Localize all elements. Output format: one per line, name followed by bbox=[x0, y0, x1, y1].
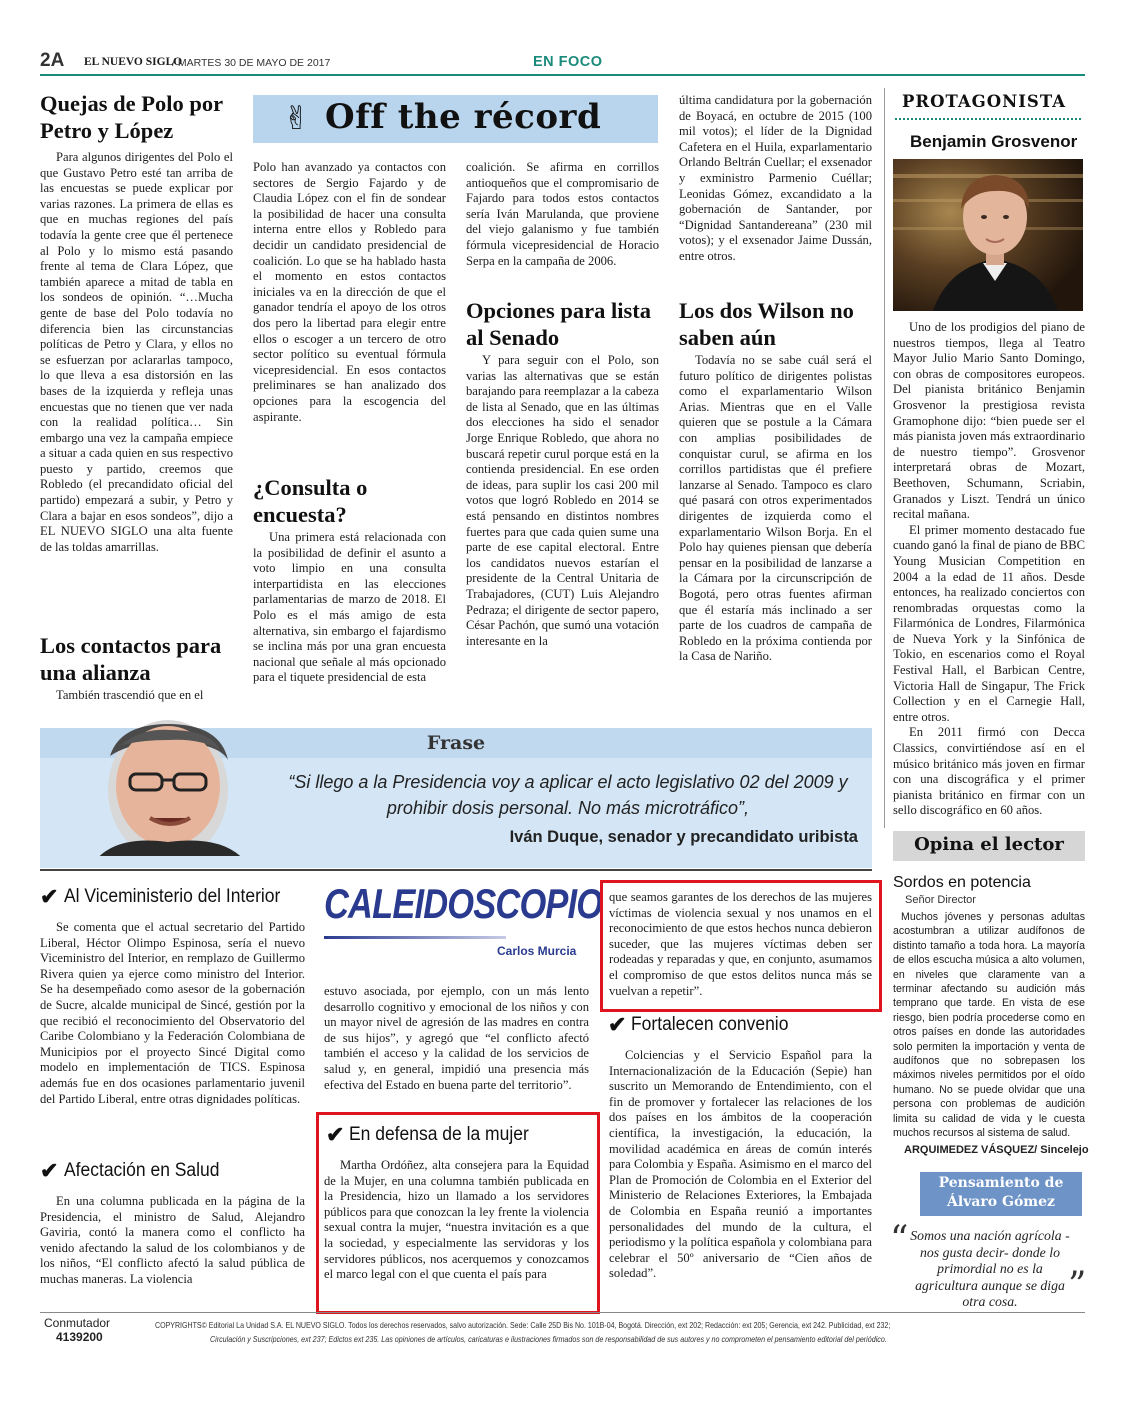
protagonista-photo bbox=[893, 159, 1083, 311]
article-body-contactos bbox=[40, 688, 233, 704]
convenio-title: Fortalecen convenio bbox=[631, 1014, 789, 1035]
article-body-opciones bbox=[466, 353, 659, 649]
paragraph: Se comenta que el actual secretario del Partido Liberal, Héctor Olimpo Espinosa, sería el nuevo Viceministro del Interior, en remplazo de Guillermo Rivera quien ya ejerce como ministro del Interior. Se ha desempeñado como asesor de la gobernación de Sucre, alcalde municipal de Sincé, gestión por la que recibió el reconocimiento del Observatorio del Caribe Colombiano y la Federación Colombiana de Municipios por el proyecto Sincé Digital como modelo en implementación de TICS. Espinosa además fue en dos ocasiones parlamentario juvenil del Partido Liberal, entre otras dignidades políticas. bbox=[40, 920, 305, 1106]
pensamiento-label-1: Pensamiento de bbox=[938, 1175, 1064, 1191]
lector-label: Opina el lector bbox=[914, 834, 1064, 855]
paper-name: EL NUEVO SIGLO bbox=[84, 56, 183, 68]
section-name: EN FOCO bbox=[533, 54, 603, 70]
conmutador-number: 4139200 bbox=[56, 1330, 103, 1344]
banner-title: Off the récord bbox=[325, 97, 602, 137]
copyright-line-1: COPYRIGHTS© Editorial La Unidad S.A. EL NUEVO SIGLO. Todos los derechos reservados, salvo autorización. Sede: Calle 25D Bis No. 101B-04, Bogotá. Dirección, ext 202; Redacción: ext 205; Gerencia, ext 242. Publicidad, ext 232; bbox=[155, 1320, 891, 1330]
close-quote-icon: ” bbox=[1068, 1265, 1087, 1306]
portrait-image bbox=[893, 159, 1083, 311]
frase-label: Frase bbox=[426, 732, 486, 754]
check-icon: ✔ bbox=[40, 884, 59, 909]
paragraph: última candidatura por la gobernación de Boyacá, en octubre de 2015 (100 mil votos); el líder de la Dignidad Cafetera en el Huila, exparlamentario Orlando Beltrán Cuellar; el exsenador y exministro Parmenio Cuéllar; Leonidas Gómez, excandidato a la gobernación de Santander, por “Dignidad Santandereana” (230 mil votos); y el exsenador Jaime Dussán, entre otros. bbox=[679, 93, 872, 263]
paragraph: Todavía no se sabe cuál será el futuro político de dirigentes polistas como el exparlamentario Wilson Arias. Mientras que en el Valle quieren que se postule a la Cámara con amplias posibilidades de conquistar curul, se afirma en los corrillos partidistas que él prefiere lanzarse al Senado. Tampoco es claro qué pasará con otros experimentados dirigentes de izquierda como el exparlamentario Wilson Borja. En el Polo hay quienes piensan que debería pensar en la posibilidad de lanzarse a la Cámara por la circunscripción de Bogotá, pero otras fuentes afirman que él estaría más inclinado a ser parte de los cuadros de campaña de Robledo en la próxima contienda por la Casa de Nariño. bbox=[679, 353, 872, 664]
continuation-body bbox=[609, 890, 872, 999]
frase-quote-line2: prohibir dosis personal. No más microtráfico”, bbox=[386, 798, 750, 818]
conmutador-label: Conmutador bbox=[44, 1316, 111, 1330]
article-body-consulta bbox=[253, 530, 446, 686]
paragraph: El primer momento destacado fue cuando ganó la final de piano de BBC Young Musician Competition en 2004 a la edad de 11 años. Desde entonces, ha realizado conciertos con renombradas orquestas como la Filarmónica de Londres, Filarmónica de Nueva York y la Sinfónica de Tokio, en escenarios como el Royal Festival Hall, el Barbican Centre, Victoria Hall de Singapur, The Frick Collection y en el Carnegie Hall, entre otros. bbox=[893, 522, 1086, 724]
protagonista-label: PROTAGONISTA bbox=[902, 92, 1067, 111]
paragraph: Polo han avanzado ya contactos con sectores de Sergio Fajardo y de Claudia López con el fin de sondear la posibilidad de hacer una consulta interna entre ellos y Robledo para decidir un candidato presidencial de coalición. Lo que se ha hablado hasta el momento en estos contactos iniciales va en la dirección de que el ganador tendría el apoyo de los otros dos pero la libertad para elegir entre ellos o escoger a un tercero de otro sector político su eventual fórmula vicepresidencial. En esos contactos preliminares se han analizado dos opciones para la escogencia del aspirante. bbox=[253, 160, 446, 424]
paragraph: Para algunos dirigentes del Polo el que Gustavo Petro esté tan arriba de las encuestas se puede explicar por varias razones. La primera de ellas es que en muchas regiones del país todavía la gente cree que él pertenece al Polo y lo mismo está pasando frente al tema de Clara López, que también aparece a mitad de tabla en los sondeos de opinión. “…Mucha gente de base del Polo todavía no diferencia bien las circunstancias políticas de Petro y Clara, y ellos no se esfuerzan por aclararlas tampoco, lo que lleva a esa distorsión en las bases de la izquierda y refleja unas encuestas que no tienen que ver nada con la realidad política… Sin embargo una vez la campaña empiece a situar a cada quien en sus respectivo puesto y partido, creemos que Robledo (el precandidato oficial del partido) empezará a subir, y Petro y Clara a bajar en esos sondeos”, dijo a EL NUEVO SIGLO una alta fuente de las toldas amarrillas. bbox=[40, 150, 233, 554]
article-body-quejas bbox=[40, 150, 233, 555]
issue-date: / MARTES 30 DE MAYO DE 2017 bbox=[172, 57, 331, 69]
paragraph: También trascendió que en el bbox=[56, 688, 204, 702]
article-title-consulta: ¿Consulta o encuesta? bbox=[253, 475, 368, 527]
caleidoscopio-logo: CALEIDOSCOPIO bbox=[324, 880, 603, 927]
header-rule bbox=[40, 74, 1085, 76]
salud-title: Afectación en Salud bbox=[64, 1160, 220, 1181]
lector-salutation: Señor Director bbox=[905, 894, 976, 906]
article-title-opciones: Opciones para lista al Senado bbox=[466, 298, 652, 350]
sidebar-divider bbox=[884, 88, 885, 828]
caleido-mid-body bbox=[324, 984, 589, 1093]
check-icon: ✔ bbox=[40, 1158, 59, 1183]
lector-body bbox=[893, 910, 1085, 1141]
off-the-record-banner bbox=[253, 95, 658, 143]
victory-hand-icon: ✌ bbox=[283, 99, 310, 137]
paragraph: Muchos jóvenes y personas adultas acostumbran a utilizar audífonos de distinto tamaño a toda hora. La mayoría de ellos escucha música a alto volumen, en niveles que claramente van a terminar afectando su audición más temprano que tarde. En vista de ese riesgo, bien podría procederse como en otros países en donde las autoridades solo permiten la importación y venta de audífonos que no sobrepasen los máximos niveles permitidos por el oído humano. No se puede olvidar que una persona con problemas de audición limita su calidad de vida y le cuesta muchos recursos al sistema de salud. bbox=[893, 911, 1085, 1140]
paragraph: Martha Ordóñez, alta consejera para la Equidad de la Mujer, en una columna también publicada en la Presidencia, hizo un llamado a los servidores públicos para que conozcan la ley frente la violencia sexual contra la mujer, “nuestra invitación es a que la sociedad, y especialmente las servidoras y los servidores públicos, nos acerquemos y conozcamos el marco legal con el que cuenta el país para bbox=[324, 1158, 589, 1282]
mujer-title: En defensa de la mujer bbox=[349, 1124, 529, 1145]
paragraph: Y para seguir con el Polo, son varias las alternativas que se están barajando para reemplazar a la cabeza de lista al Senado, que en las últimas dos elecciones ha sido el senador Jorge Enrique Robledo, que ahora no buscará repetir curul porque está en la contienda presidencial. En ese orden de ideas, para suplir los casi 200 mil votos que logró Robledo en 2014 se está pensando en distintos nombres fuertes para que cada quien sume una parte de ese capital electoral. Entre los candidatos nuevos estarían el presidente de la Central Unitaria de Trabajadores, (CUT) Luis Alejandro Pedraza; el dirigente de sector papero, César Pachón, que sumó una votación interesante en la bbox=[466, 353, 659, 648]
duque-photo bbox=[50, 716, 280, 856]
article-body-polo bbox=[253, 160, 446, 425]
pensamiento-box bbox=[920, 1172, 1082, 1216]
vice-title: Al Viceministerio del Interior bbox=[64, 886, 281, 907]
lector-title: Sordos en potencia bbox=[893, 874, 1031, 891]
protagonista-name: Benjamin Grosvenor bbox=[910, 132, 1078, 151]
copyright-line-2: Circulación y Suscripciones, ext 237; Edictos ext 235. Las opiniones de artículos, caricaturas e ilustraciones firmados son de responsabilidad de sus autores y no comprometen el pensamiento editorial del periódico. bbox=[210, 1334, 887, 1344]
logo-rule bbox=[324, 936, 506, 939]
caleido-author: Carlos Murcia bbox=[497, 944, 577, 958]
convenio-body bbox=[609, 1048, 872, 1282]
check-icon: ✔ bbox=[608, 1012, 627, 1037]
page-number: 2A bbox=[40, 50, 65, 71]
pensamiento-quote: Somos una nación agrícola -nos gusta decir- donde lo primordial no es la agricultura aunque se diga otra cosa. bbox=[910, 1228, 1070, 1310]
paragraph: En 2011 firmó con Decca Classics, convirtiéndose así en el músico británico más joven en firmar con una discográfica y el primer pianista británico en firmar con un sello discográfico en 60 años. bbox=[893, 725, 1085, 818]
mujer-body bbox=[324, 1158, 589, 1283]
article-title-wilson: Los dos Wilson no saben aún bbox=[679, 298, 854, 350]
open-quote-icon: “ bbox=[890, 1219, 909, 1260]
check-icon: ✔ bbox=[326, 1122, 345, 1147]
paragraph: estuvo asociada, por ejemplo, con un más lento desarrollo cognitivo y emocional de los niños y con un mayor nivel de agresión de las madres en contra de sus hijos”, y agregó que “el conflicto afectó también el acceso y la calidad de los servicios de salud y, en general, impidió una presencia más efectiva del Estado en buena parte del territorio”. bbox=[324, 984, 589, 1092]
paragraph: Colciencias y el Servicio Español para la Internacionalización de la Educación (Sepie) han suscrito un Memorando de Entendimiento, con el fin de promover y fortalecer las relaciones de los dos países en los ámbitos de la cooperación científica, la investigación, la educación, la movilidad académica en áreas de común interés para Colombia y España. Asimismo en el marco del Plan de Promoción de Colombia en el Exterior del Ministerio de Relaciones Exteriores, la Embajada de Colombia en España reunió a importantes personalidades del mundo de la cultura, el periodismo y la política española y colombiana para celebrar el 50º aniversario de “Cien años de soledad”. bbox=[609, 1048, 872, 1281]
article-title-contactos: Los contactos para una alianza bbox=[40, 633, 222, 685]
paragraph: que seamos garantes de los derechos de las mujeres víctimas de violencia sexual y nos unamos en el reconocimiento de que estos hechos nunca debieron suceder, que las mujeres víctimas deben ser rodeadas y reparadas y que, en conjunto, asumamos el compromiso de que estos delitos nunca más se vuelvan a repetir”. bbox=[609, 890, 872, 998]
salud-body bbox=[40, 1194, 305, 1288]
article-body-candidaturas bbox=[679, 93, 872, 265]
article-body-coalicion bbox=[466, 160, 659, 269]
article-body-wilson bbox=[679, 353, 872, 665]
footer-rule bbox=[40, 1312, 1085, 1313]
paragraph: coalición. Se afirma en corrillos antioqueños que el compromisario de Fajardo para todos estos contactos sería Iván Marulanda, que proviene del viejo galanismo y fue también fórmula vicepresidencial de Horacio Serpa en la campaña de 2006. bbox=[466, 160, 659, 268]
protagonista-body bbox=[893, 320, 1085, 819]
pensamiento-label-2: Álvaro Gómez bbox=[947, 1194, 1055, 1210]
frase-quote-line1: “Si llego a la Presidencia voy a aplicar el acto legislativo 02 del 2009 y bbox=[288, 772, 848, 792]
paragraph: Uno de los prodigios del piano de nuestros tiempos, llega al Teatro Mayor Julio Mario Santo Domingo, con obras de compositores europeos. Del pianista británico Benjamin Grosvenor la prestigiosa revista Gramophone dijo: “bien puede ser el más pianista joven más extraordinario de nuestro tiempo”. Grosvenor interpretará obras de Mozart, Beethoven, Schumann, Scriabin, Granados y Liszt. Tendrá un único recital mañana. bbox=[893, 320, 1085, 522]
article-title-quejas: Quejas de Polo por Petro y López bbox=[40, 91, 223, 143]
lector-signature: ARQUIMEDEZ VÁSQUEZ/ Sincelejo bbox=[904, 1144, 1089, 1156]
vice-body bbox=[40, 920, 305, 1107]
section-divider bbox=[40, 869, 872, 871]
dotted-divider bbox=[895, 118, 1081, 120]
paragraph: Una primera está relacionada con la posibilidad de definir el asunto a voto limpio en una consulta interpartidista en las elecciones parlamentarias de marzo de 2018. El Polo es el más amigo de esta alternativa, sin embargo el fajardismo se inclina más por una gran encuesta nacional que señale al más opcionado para el tiquete presidencial de esta bbox=[253, 530, 446, 685]
paragraph: En una columna publicada en la página de la Presidencia, el ministro de Salud, Alejandro Gaviria, contó la manera como el conflicto ha venido afectando la salud de los colombianos y de los niños, “El conflicto afectó la salud pública de muchas maneras. La violencia bbox=[40, 1194, 305, 1286]
frase-box bbox=[40, 728, 872, 868]
frase-attribution: Iván Duque, senador y precandidato uribista bbox=[509, 828, 858, 846]
